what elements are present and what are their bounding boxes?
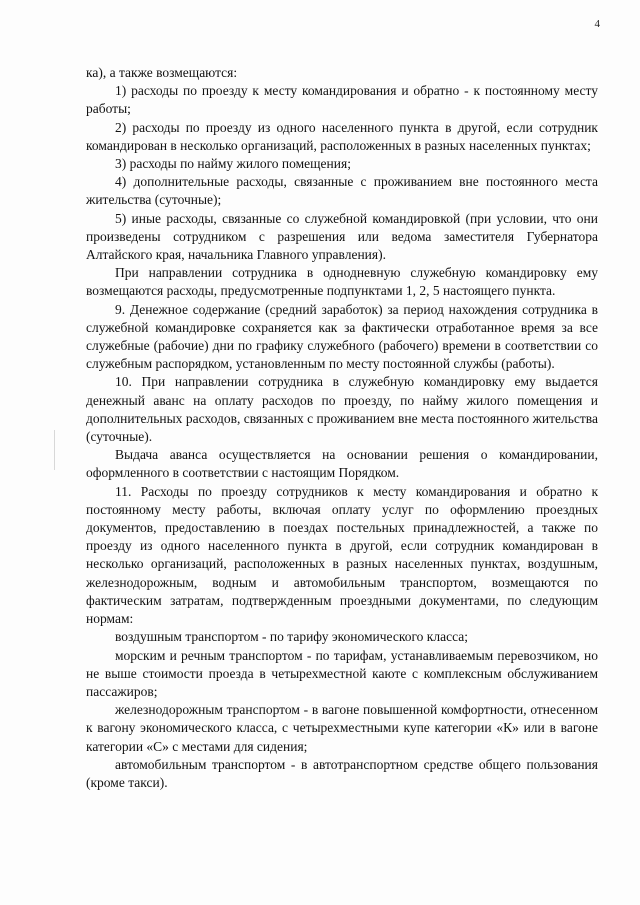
- paragraph: Выдача аванса осуществляется на основании решения о командировании, оформленного в соответствии с настоящим Порядком.: [86, 447, 598, 481]
- page-number: 4: [594, 18, 600, 30]
- paragraph: 2) расходы по проезду из одного населенного пункта в другой, если сотрудник командирован в несколько организаций, расположенных в разных населенных пунктах;: [86, 119, 598, 153]
- paragraph: 4) дополнительные расходы, связанные с проживанием вне постоянного места жительства (суточные);: [86, 174, 598, 208]
- paragraph: железнодорожным транспортом - в вагоне повышенной комфортности, отнесенном к вагону экономического класса, с четырехместными купе категории «К» или в вагоне категории «С» с местами для сидения;: [86, 702, 598, 754]
- paragraph: 10. При направлении сотрудника в служебную командировку ему выдается денежный аванс на оплату расходов по проезду, по найму жилого помещения и дополнительных расходов, связанных с проживанием вне места постоянного жительства (суточные).: [86, 374, 598, 445]
- paragraph: морским и речным транспортом - по тарифам, устанавливаемым перевозчиком, но не выше стоимости проезда в четырехместной каюте с комплексным обслуживанием пассажиров;: [86, 647, 598, 699]
- paragraph: 1) расходы по проезду к месту командирования и обратно - к постоянному месту работы;: [86, 83, 598, 117]
- paragraph: автомобильным транспортом - в автотранспортном средстве общего пользования (кроме такси).: [86, 756, 598, 790]
- paragraph: 11. Расходы по проезду сотрудников к месту командирования и обратно к постоянному месту работы, включая оплату услуг по оформлению проездных документов, предоставлению в поездах постельных принадлежностей, а также по проезду из одного населенного пункта в другой, если сотрудник командирован в несколько организаций, расположенных в разных населенных пунктах, воздушным, железнодорожным, водным и автомобильным транспортом, возмещаются по фактическим затратам, подтвержденным проездными документами, по следующим нормам:: [86, 483, 598, 627]
- scan-margin-mark: [54, 430, 55, 470]
- paragraph: 5) иные расходы, связанные со служебной командировкой (при условии, что они произведены сотрудником с разрешения или ведома заместителя Губернатора Алтайского края, начальника Главного управления).: [86, 210, 598, 263]
- paragraph: 3) расходы по найму жилого помещения;: [115, 156, 351, 172]
- document-body: [86, 64, 598, 792]
- paragraph: 9. Денежное содержание (средний заработок) за период нахождения сотрудника в служебной командировке сохраняется как за фактически отработанное время за все служебные (рабочие) дни по графику служебного (рабочего) времени в соответствии со служебным распорядком, установленным по месту постоянной службы (работы).: [86, 301, 598, 372]
- paragraph: воздушным транспортом - по тарифу экономического класса;: [115, 629, 468, 645]
- paragraph: ка), а также возмещаются:: [86, 65, 238, 80]
- paragraph: При направлении сотрудника в однодневную служебную командировку ему возмещаются расходы, предусмотренные подпунктами 1, 2, 5 настоящего пункта.: [86, 265, 598, 299]
